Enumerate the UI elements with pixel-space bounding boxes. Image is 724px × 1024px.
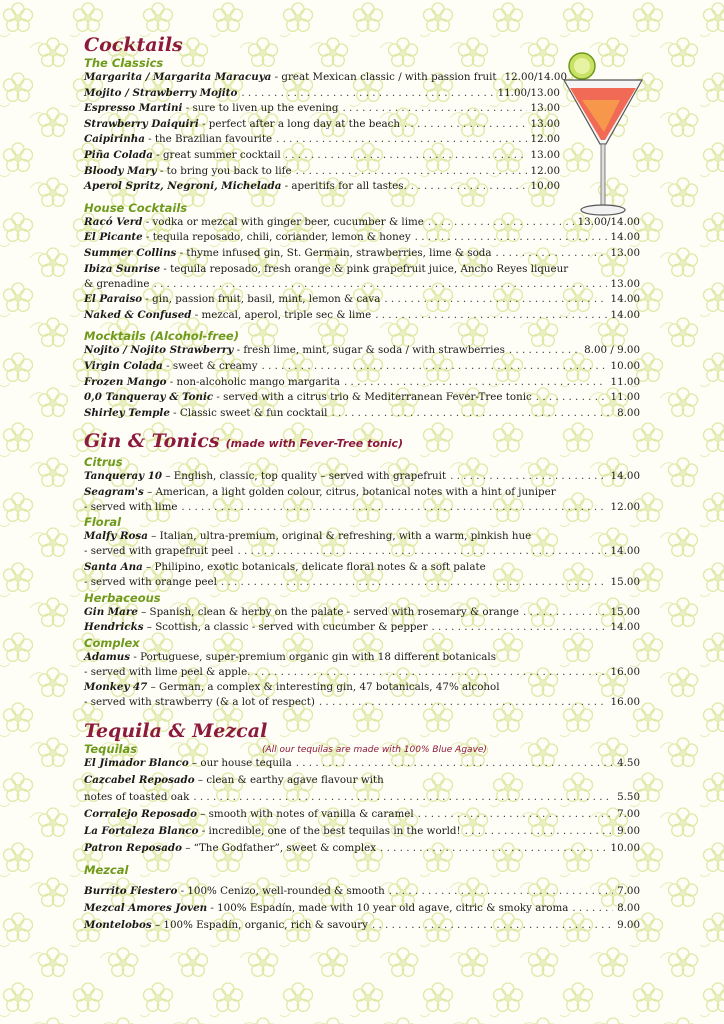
menu-item: Mojito / Strawberry Mojito . . . 11.00/13.00	[84, 86, 560, 102]
tequila-mezcal-heading: Tequila & Mezcal	[84, 720, 268, 743]
menu-item-continued: - served with orange peel . . . 15.00	[84, 575, 640, 591]
floral-heading: Floral	[84, 515, 122, 530]
menu-item: Strawberry Daiquiri - perfect after a long day at the beach . . . 13.00	[84, 117, 560, 133]
menu-page	[84, 34, 640, 934]
menu-item: Nojito / Nojito Strawberry - fresh lime, mint, sugar & soda / with strawberries . . . 8.00 / 9.00	[84, 343, 640, 359]
house-cocktails-heading: House Cocktails	[84, 200, 188, 215]
menu-item: Patron Reposado – “The Godfather”, sweet & complex . . . 10.00	[84, 840, 640, 857]
menu-item: El Picante - tequila reposado, chili, coriander, lemon & honey . . . 14.00	[84, 230, 640, 246]
menu-item: Caipirinha - the Brazilian favourite . . . 12.00	[84, 132, 560, 148]
complex-heading: Complex	[84, 635, 140, 650]
tequilas-note: (All our tequilas are made with 100% Blue Agave)	[262, 745, 487, 756]
menu-item-continued: - served with lime . . . 12.00	[84, 500, 640, 516]
mocktails-heading: Mocktails (Alcohol-free)	[84, 329, 239, 344]
classics-list	[84, 70, 568, 195]
menu-item: Bloody Mary - to bring you back to life . . . 12.00	[84, 164, 560, 180]
menu-item-continued: & grenadine . . . 13.00	[84, 277, 640, 293]
menu-item: Virgin Colada - sweet & creamy . . . 10.00	[84, 359, 640, 375]
cocktails-heading: Cocktails	[84, 34, 183, 56]
gin-tonics-note: (made with Fever-Tree tonic)	[225, 437, 404, 451]
menu-item: Burrito Fiestero - 100% Cenizo, well-rounded & smooth . . . 7.00	[84, 883, 640, 900]
menu-item: Piña Colada - great summer cocktail . . . 13.00	[84, 148, 560, 164]
menu-item: Seagram's – American, a light golden colour, citrus, botanical notes with a hint of juniper	[84, 485, 556, 498]
menu-item: Shirley Temple - Classic sweet & fun cocktail . . . 8.00	[84, 406, 640, 422]
mezcal-heading: Mezcal	[84, 862, 129, 877]
menu-item: Aperol Spritz, Negroni, Michelada - aperitifs for all tastes. . . . 10.00	[84, 179, 560, 195]
menu-item-continued: - served with grapefruit peel . . . 14.00	[84, 544, 640, 560]
menu-item: Racó Verd - vodka or mezcal with ginger beer, cucumber & lime . . . 13.00/14.00	[84, 215, 640, 231]
menu-item: 0,0 Tanqueray & Tonic - served with a citrus trio & Mediterranean Fever-Tree tonic . . . 11.00	[84, 390, 640, 406]
classics-heading: The Classics	[84, 56, 164, 70]
menu-item: Frozen Mango - non-alcoholic mango margarita . . . 11.00	[84, 375, 640, 391]
menu-item: Espresso Martini - sure to liven up the evening . . . 13.00	[84, 101, 560, 117]
menu-item: El Paraiso - gin, passion fruit, basil, mint, lemon & cava . . . 14.00	[84, 292, 640, 308]
gin-tonics-heading: Gin & Tonics (made with Fever-Tree tonic)	[84, 430, 404, 453]
citrus-heading: Citrus	[84, 455, 123, 470]
menu-item: Adamus - Portuguese, super-premium organic gin with 18 different botanicals	[84, 650, 497, 663]
menu-item: La Fortaleza Blanco - incredible, one of the best tequilas in the world! . . . 9.00	[84, 823, 640, 840]
menu-item: Mezcal Amores Joven - 100% Espadín, made with 10 year old agave, citric & smoky aroma . . . 8.00	[84, 900, 640, 917]
menu-item-continued: - served with strawberry (& a lot of respect) . . . 16.00	[84, 695, 640, 711]
menu-item: Corralejo Reposado – smooth with notes of vanilla & caramel . . . 7.00	[84, 806, 640, 823]
menu-item-continued: - served with lime peel & apple. . . . 16.00	[84, 665, 640, 681]
menu-item: Tanqueray 10 – English, classic, top quality – served with grapefruit . . . 14.00	[84, 469, 640, 485]
menu-item-continued: notes of toasted oak . . . 5.50	[84, 789, 640, 806]
menu-item: Malfy Rosa – Italian, ultra-premium, original & refreshing, with a warm, pinkish hue	[84, 530, 532, 543]
menu-item: Ibiza Sunrise - tequila reposado, fresh orange & pink grapefruit juice, Ancho Reyes liqueur	[84, 262, 569, 275]
menu-item: Cazcabel Reposado – clean & earthy agave flavour with	[84, 773, 384, 786]
menu-item: Summer Collins - thyme infused gin, St. Germain, strawberries, lime & soda . . . 13.00	[84, 246, 640, 262]
menu-item: Margarita / Margarita Maracuya - great Mexican classic / with passion fruit 12.00/14.00	[84, 71, 568, 83]
tequilas-heading: Tequilas (All our tequilas are made with 100% Blue Agave)	[84, 742, 487, 757]
menu-item: Monkey 47 – German, a complex & interesting gin, 47 botanicals, 47% alcohol	[84, 681, 500, 694]
herbaceous-heading: Herbaceous	[84, 590, 161, 605]
menu-item: El Jimador Blanco – our house tequila . . . 4.50	[84, 756, 640, 772]
menu-item: Hendricks – Scottish, a classic - served with cucumber & pepper . . . 14.00	[84, 620, 640, 636]
menu-item: Montelobos – 100% Espadín, organic, rich & savoury . . . 9.00	[84, 917, 640, 934]
menu-item: Gin Mare – Spanish, clean & herby on the palate - served with rosemary & orange . . . 15.00	[84, 605, 640, 621]
menu-item: Santa Ana – Philipino, exotic botanicals, delicate floral notes & a soft palate	[84, 561, 486, 574]
menu-item: Naked & Confused - mezcal, aperol, triple sec & lime . . . 14.00	[84, 308, 640, 324]
